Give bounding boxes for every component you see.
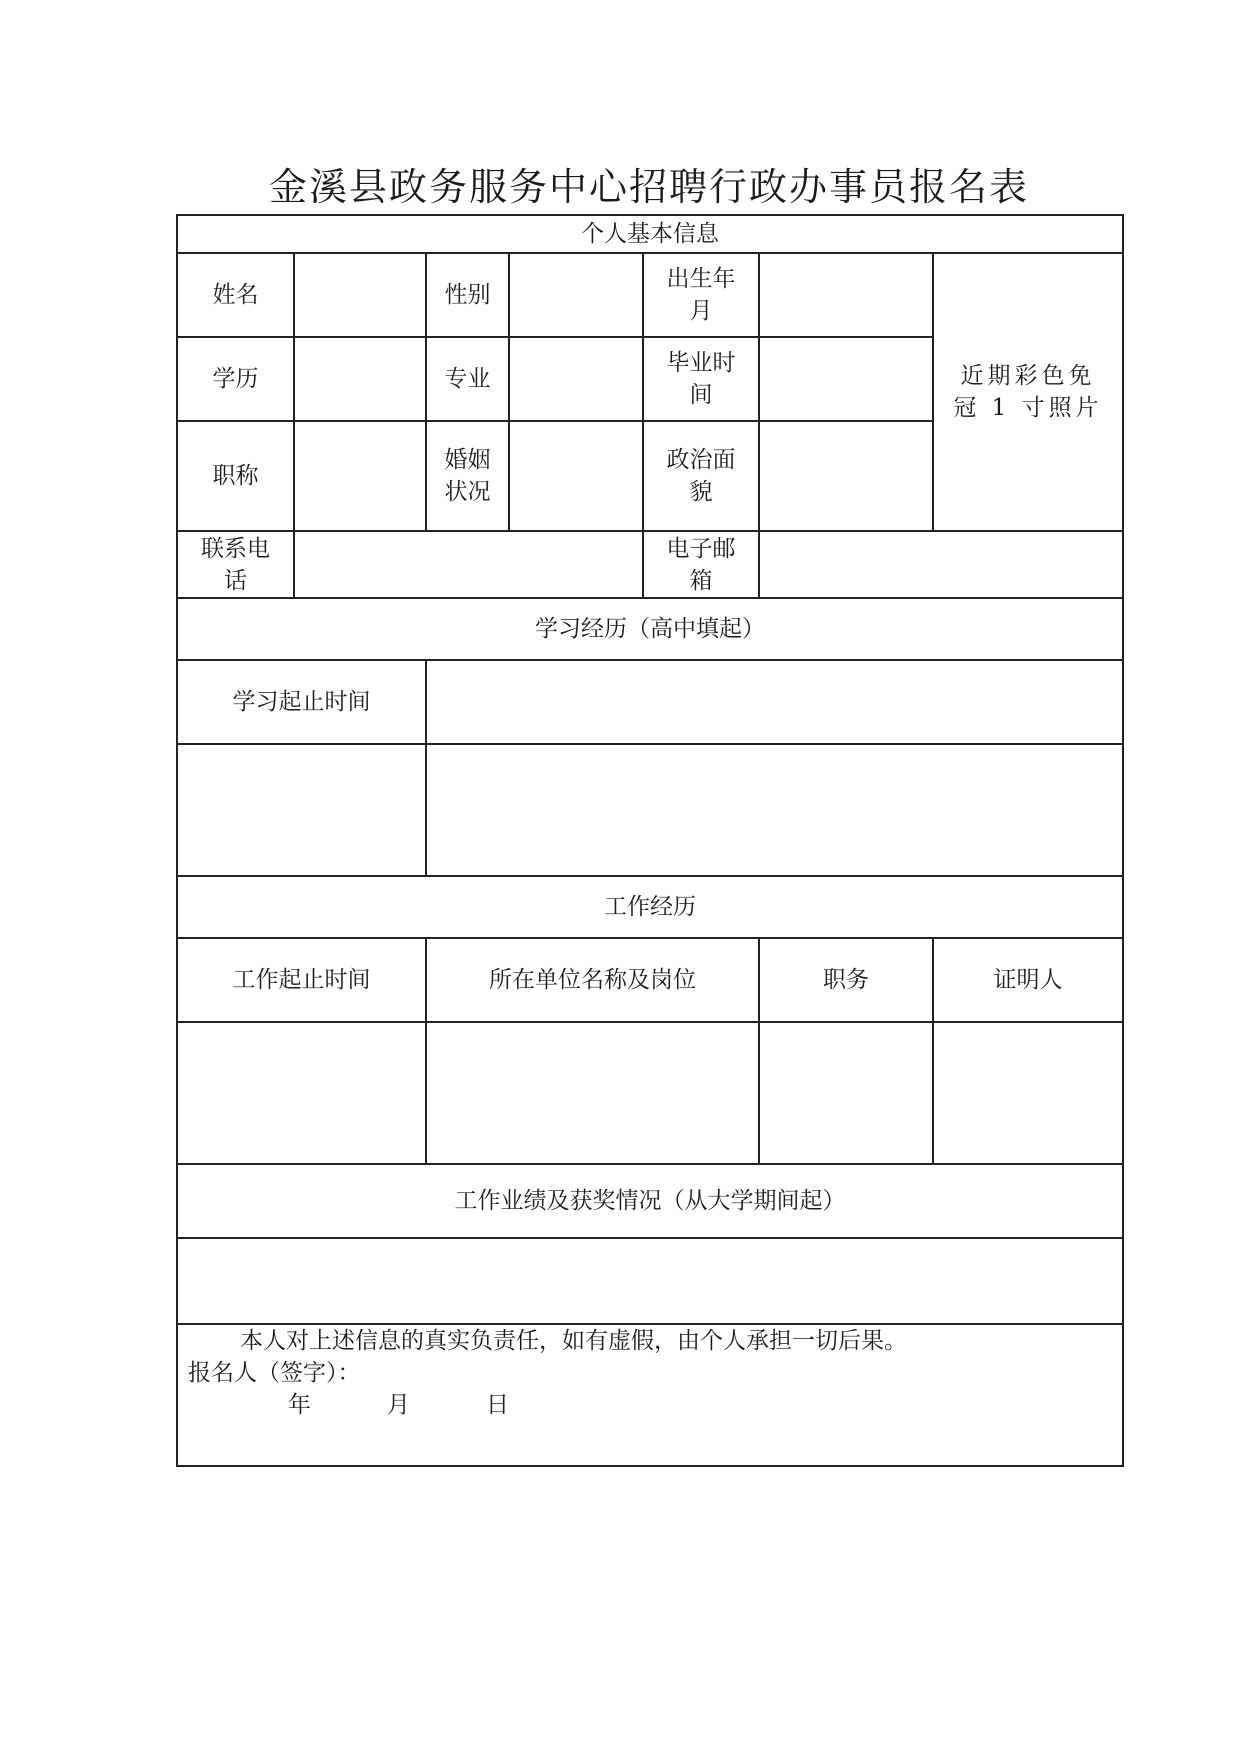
phone-label: 联系电 话 — [177, 531, 294, 598]
registration-form-table — [176, 214, 1124, 1467]
education-label: 学历 — [177, 337, 294, 421]
study-period-label: 学习起止时间 — [177, 660, 426, 744]
achievements-entry[interactable] — [177, 1238, 1123, 1324]
basic-info-header: 个人基本信息 — [177, 215, 1123, 253]
title-label: 职称 — [177, 421, 294, 531]
declaration-box[interactable] — [177, 1324, 1123, 1466]
work-period-entry[interactable] — [177, 1022, 426, 1164]
form-title: 金溪县政务服务中心招聘行政办事员报名表 — [268, 165, 1029, 209]
work-position-entry[interactable] — [759, 1022, 933, 1164]
birth-label: 出生年 月 — [643, 253, 759, 337]
photo-instruction-line1: 近期彩色免 — [960, 363, 1096, 389]
marital-label: 婚姻 状况 — [426, 421, 509, 531]
study-period-field[interactable] — [426, 660, 1123, 744]
work-position-header: 职务 — [759, 938, 933, 1022]
title-field[interactable] — [294, 421, 426, 531]
date-line — [188, 1389, 1112, 1421]
gender-label: 性别 — [426, 253, 509, 337]
date-year: 年 — [288, 1392, 311, 1418]
phone-field[interactable] — [294, 531, 643, 598]
political-field[interactable] — [759, 421, 933, 531]
major-label: 专业 — [426, 337, 509, 421]
work-unit-header: 所在单位名称及岗位 — [426, 938, 759, 1022]
study-history-header: 学习经历（高中填起） — [177, 598, 1123, 660]
graduation-field[interactable] — [759, 337, 933, 421]
work-history-header: 工作经历 — [177, 876, 1123, 938]
graduation-label: 毕业时 间 — [643, 337, 759, 421]
birth-field[interactable] — [759, 253, 933, 337]
work-reference-header: 证明人 — [933, 938, 1123, 1022]
marital-field[interactable] — [509, 421, 643, 531]
photo-instruction-line2: 冠 1 寸照片 — [953, 395, 1103, 421]
signature-label: 报名人（签字）： — [188, 1360, 361, 1386]
email-label: 电子邮 箱 — [643, 531, 759, 598]
name-label: 姓名 — [177, 253, 294, 337]
political-label: 政治面 貌 — [643, 421, 759, 531]
study-detail-entry[interactable] — [426, 744, 1123, 876]
date-month: 月 — [387, 1392, 410, 1418]
photo-box[interactable] — [933, 253, 1123, 531]
education-field[interactable] — [294, 337, 426, 421]
study-period-entry[interactable] — [177, 744, 426, 876]
gender-field[interactable] — [509, 253, 643, 337]
work-reference-entry[interactable] — [933, 1022, 1123, 1164]
date-day: 日 — [486, 1392, 509, 1418]
achievements-header: 工作业绩及获奖情况（从大学期间起） — [177, 1164, 1123, 1238]
work-unit-entry[interactable] — [426, 1022, 759, 1164]
work-period-header: 工作起止时间 — [177, 938, 426, 1022]
declaration-statement: 本人对上述信息的真实负责任，如有虚假，由个人承担一切后果。 — [240, 1328, 907, 1354]
name-field[interactable] — [294, 253, 426, 337]
email-field[interactable] — [759, 531, 1123, 598]
major-field[interactable] — [509, 337, 643, 421]
